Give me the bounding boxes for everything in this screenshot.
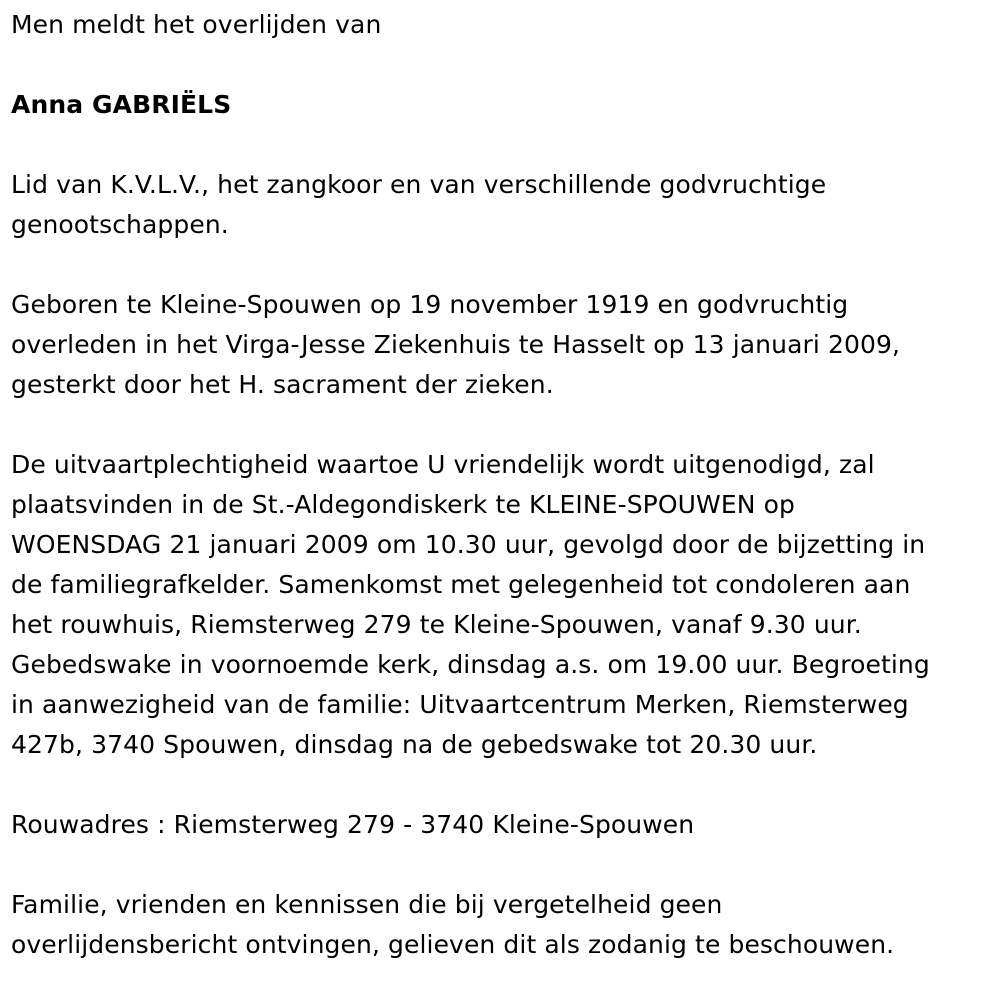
deceased-name: Anna GABRIËLS [11, 90, 232, 119]
birth-death-text: Geboren te Kleine-Spouwen op 19 november 1919 en godvruchtig overleden in het Virga-Jesse Ziekenhuis te Hasselt op 13 januari 2009, gesterkt door het H. sacrament der zieken. [11, 290, 901, 399]
funeral-details-text: De uitvaartplechtigheid waartoe U vriendelijk wordt uitgenodigd, zal plaatsvinden in de St.-Aldegondiskerk te KLEINE-SPOUWEN op WOENSDAG 21 januari 2009 om 10.30 uur, gevolgd door de bijzetting in de familiegrafkelder. Samenkomst met gelegenheid tot condoleren aan het rouwhuis, Riemsterweg 279 te Kleine-Spouwen, vanaf 9.30 uur. Gebedswake in voornoemde kerk, dinsdag a.s. om 19.00 uur. Begroeting in aanwezigheid van de familie: Uitvaartcentrum Merken, Riemsterweg 427b, 3740 Spouwen, dinsdag na de gebedswake tot 20.30 uur. [11, 450, 930, 759]
death-notice [11, 5, 986, 965]
mourning-address: Rouwadres : Riemsterweg 279 - 3740 Kleine-Spouwen [11, 810, 695, 839]
closing-text: Familie, vrienden en kennissen die bij vergetelheid geen overlijdensbericht ontvingen, gelieven dit als zodanig te beschouwen. [11, 890, 895, 959]
membership-text: Lid van K.V.L.V., het zangkoor en van verschillende godvruchtige genootschappen. [11, 170, 827, 239]
intro-text: Men meldt het overlijden van [11, 10, 382, 39]
